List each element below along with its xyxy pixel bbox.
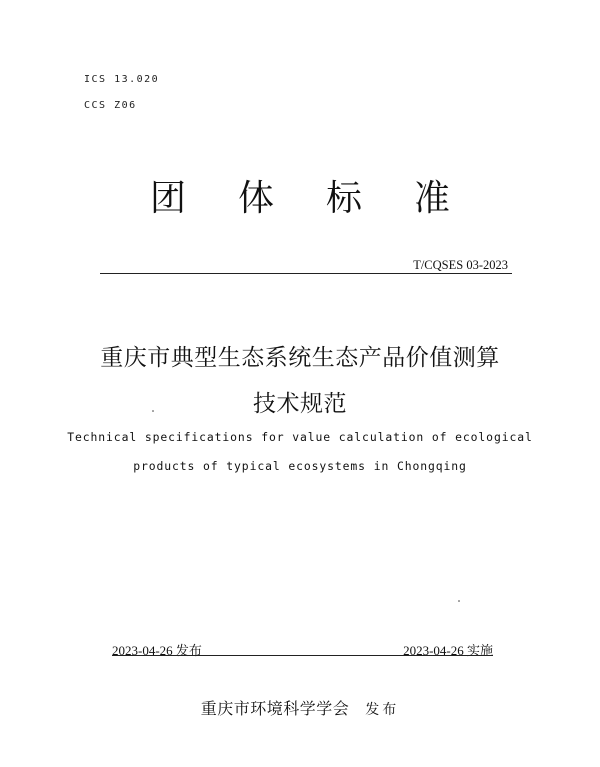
title-chinese-line-1: 重庆市典型生态系统生态产品价值测算 (100, 345, 500, 371)
standard-number: T/CQSES 03-2023 (413, 258, 508, 272)
scan-speck (152, 410, 154, 412)
publish-date: 2023-04-26 发布 (112, 643, 202, 658)
bottom-divider (112, 655, 493, 656)
standard-type-char: 准 (414, 178, 451, 219)
implementation-date: 2023-04-26 实施 (403, 643, 493, 658)
scan-speck (458, 600, 460, 602)
standard-type-heading (0, 170, 600, 221)
ics-code: ICS 13.020 (84, 74, 160, 85)
publisher-action: 发布 (365, 702, 400, 718)
standard-type-char: 标 (326, 178, 363, 219)
ccs-code: CCS Z06 (84, 100, 137, 111)
title-english-line-2: products of typical ecosystems in Chongqing (133, 459, 467, 473)
standard-type-char: 体 (238, 178, 275, 219)
publisher-organization: 重庆市环境科学学会 (200, 699, 350, 718)
title-chinese-line-2: 技术规范 (253, 391, 347, 417)
standard-type-char: 团 (150, 178, 187, 219)
title-english-line-1: Technical specifications for value calculation of ecological (67, 430, 533, 444)
top-divider (100, 273, 512, 274)
publisher-line (0, 696, 600, 719)
